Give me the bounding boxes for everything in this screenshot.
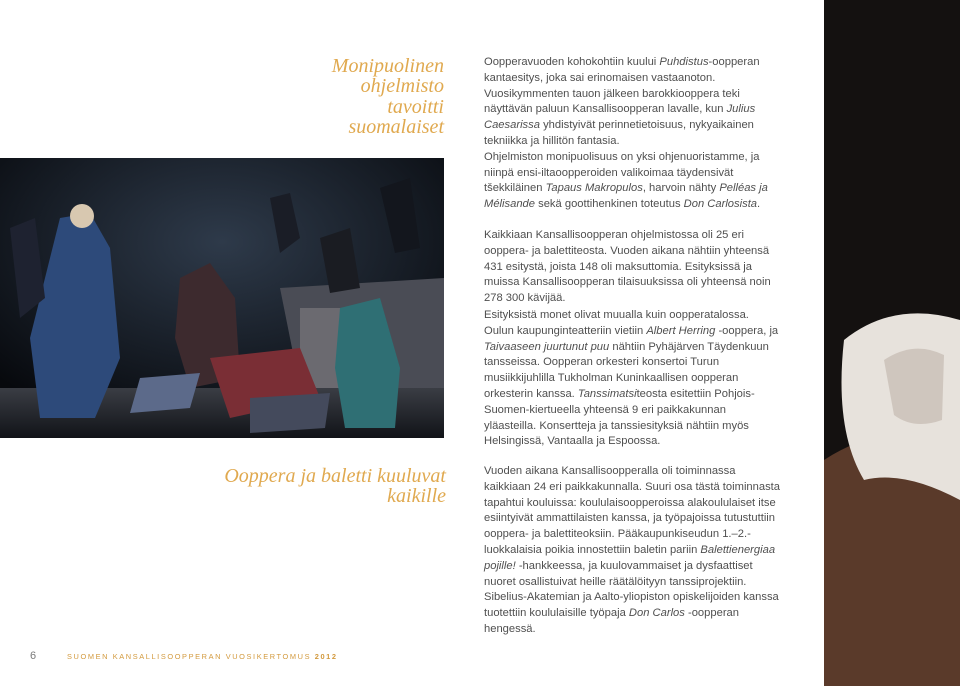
photo-caption: Don Carlos: Mika Kares <box>68 578 178 589</box>
paragraph: Kaikkiaan Kansallisoopperan ohjelmistossa oli 25 eri oopperа- ja balettiteosta. Vuoden aikana nähtiin yhteensä 431 esitystä, joista 148 oli maksuttomia. Esityksissä ja muissa Kansallisoopperan tilaisuuksissa oli yhteensä noin 278 300 kävijää. <box>484 228 771 305</box>
article-column-3 <box>484 464 780 638</box>
article-column-2 <box>484 308 780 450</box>
paragraph: Esityksistä monet olivat muualla kuin oopperatalossa. Oulun kaupunginteatteriin vietiin Albert Herring -ooppera, ja Taivaaseen juurtunut puu nähtiin Pyhäjärven Täydenkuun tansseissa. Oopperan orkesteri konsertoi Turun musiikkijuhlilla Tukholman Kuninkaallisen oopperan orkesterin kanssa. Tanssimatsiteosta esitettiin Pohjois-Suomen-kiertueella yhteensä 9 eri paikkakunnan yläasteilla. Konsertteja ja tanssiesityksiä nähtiin myös Helsingissä, Vantaalla ja Espoossa. <box>484 309 779 448</box>
side-heading-line: suomalaiset <box>348 116 444 139</box>
side-heading-line: Monipuolinen <box>331 55 444 77</box>
section-heading: Ooppera ja baletti kuuluvat kaikille <box>224 465 446 508</box>
paragraph: Vuoden aikana Kansallisoopperalla oli toiminnassa kaikkiaan 24 eri paikkakunnalla. Suuri osa tästä toiminnasta tapahtui kouluissa: koululaisoopperoissa alakoululaiset itse esiintyivät ammattilaisten kanssa, ja työpajoissa tutustuttiin ooppera- ja balettiteoksiin. Pääkaupunkiseudun 1.–2.-luokkalaisia poikia innostettiin baletin pariin Balettienergiaa pojille! -hankkeessa, ja kuulovammaiset ja dysfaattiset nuoret osallistuivat heille räätälöityyn tanssiprojektiin. Sibelius-Akatemian ja Aalto-yliopiston opiskelijoiden kanssa tuotettiin koululaisille työpaja Don Carlos -oopperan hengessä. <box>484 465 781 635</box>
paragraph: Oopperavuoden kohokohtiin kuului Puhdistus-oopperan kantaesitys, joka sai erinomaisen vastaanoton. Vuosikymmenten tauon jälkeen barokkiooppera teki näyttävän paluun Kansallisoopperan lavalle, kun Julius Caesarissa yhdistyivät perinnetietoisuus, nykyaikainen tekniikka ja hillitön fantasia. <box>484 56 760 147</box>
article-column-1 <box>484 55 780 307</box>
adjacent-page-photo <box>824 0 960 686</box>
paragraph: Ohjelmiston monipuolisuus on yksi ohjenuoristamme, ja niinpä ensi-iltaoopperoiden valikoimaa täydensivät tšekkiläinen Tapaus Makropulos, harvoin nähty Pelléas ja Mélisande sekä goottihenkinen toteutus Don Carlosista. <box>484 150 768 211</box>
footer-title: SUOMEN KANSALLISOOPPERAN VUOSIKERTOMUS 2012 <box>67 652 338 661</box>
side-heading-line: ohjelmisto <box>360 75 444 98</box>
stage-scene-illustration <box>0 158 444 438</box>
page-number: 6 <box>30 650 37 662</box>
side-heading <box>322 56 444 138</box>
side-heading-line: tavoitti <box>387 95 444 118</box>
adjacent-photo-illustration <box>824 0 960 686</box>
